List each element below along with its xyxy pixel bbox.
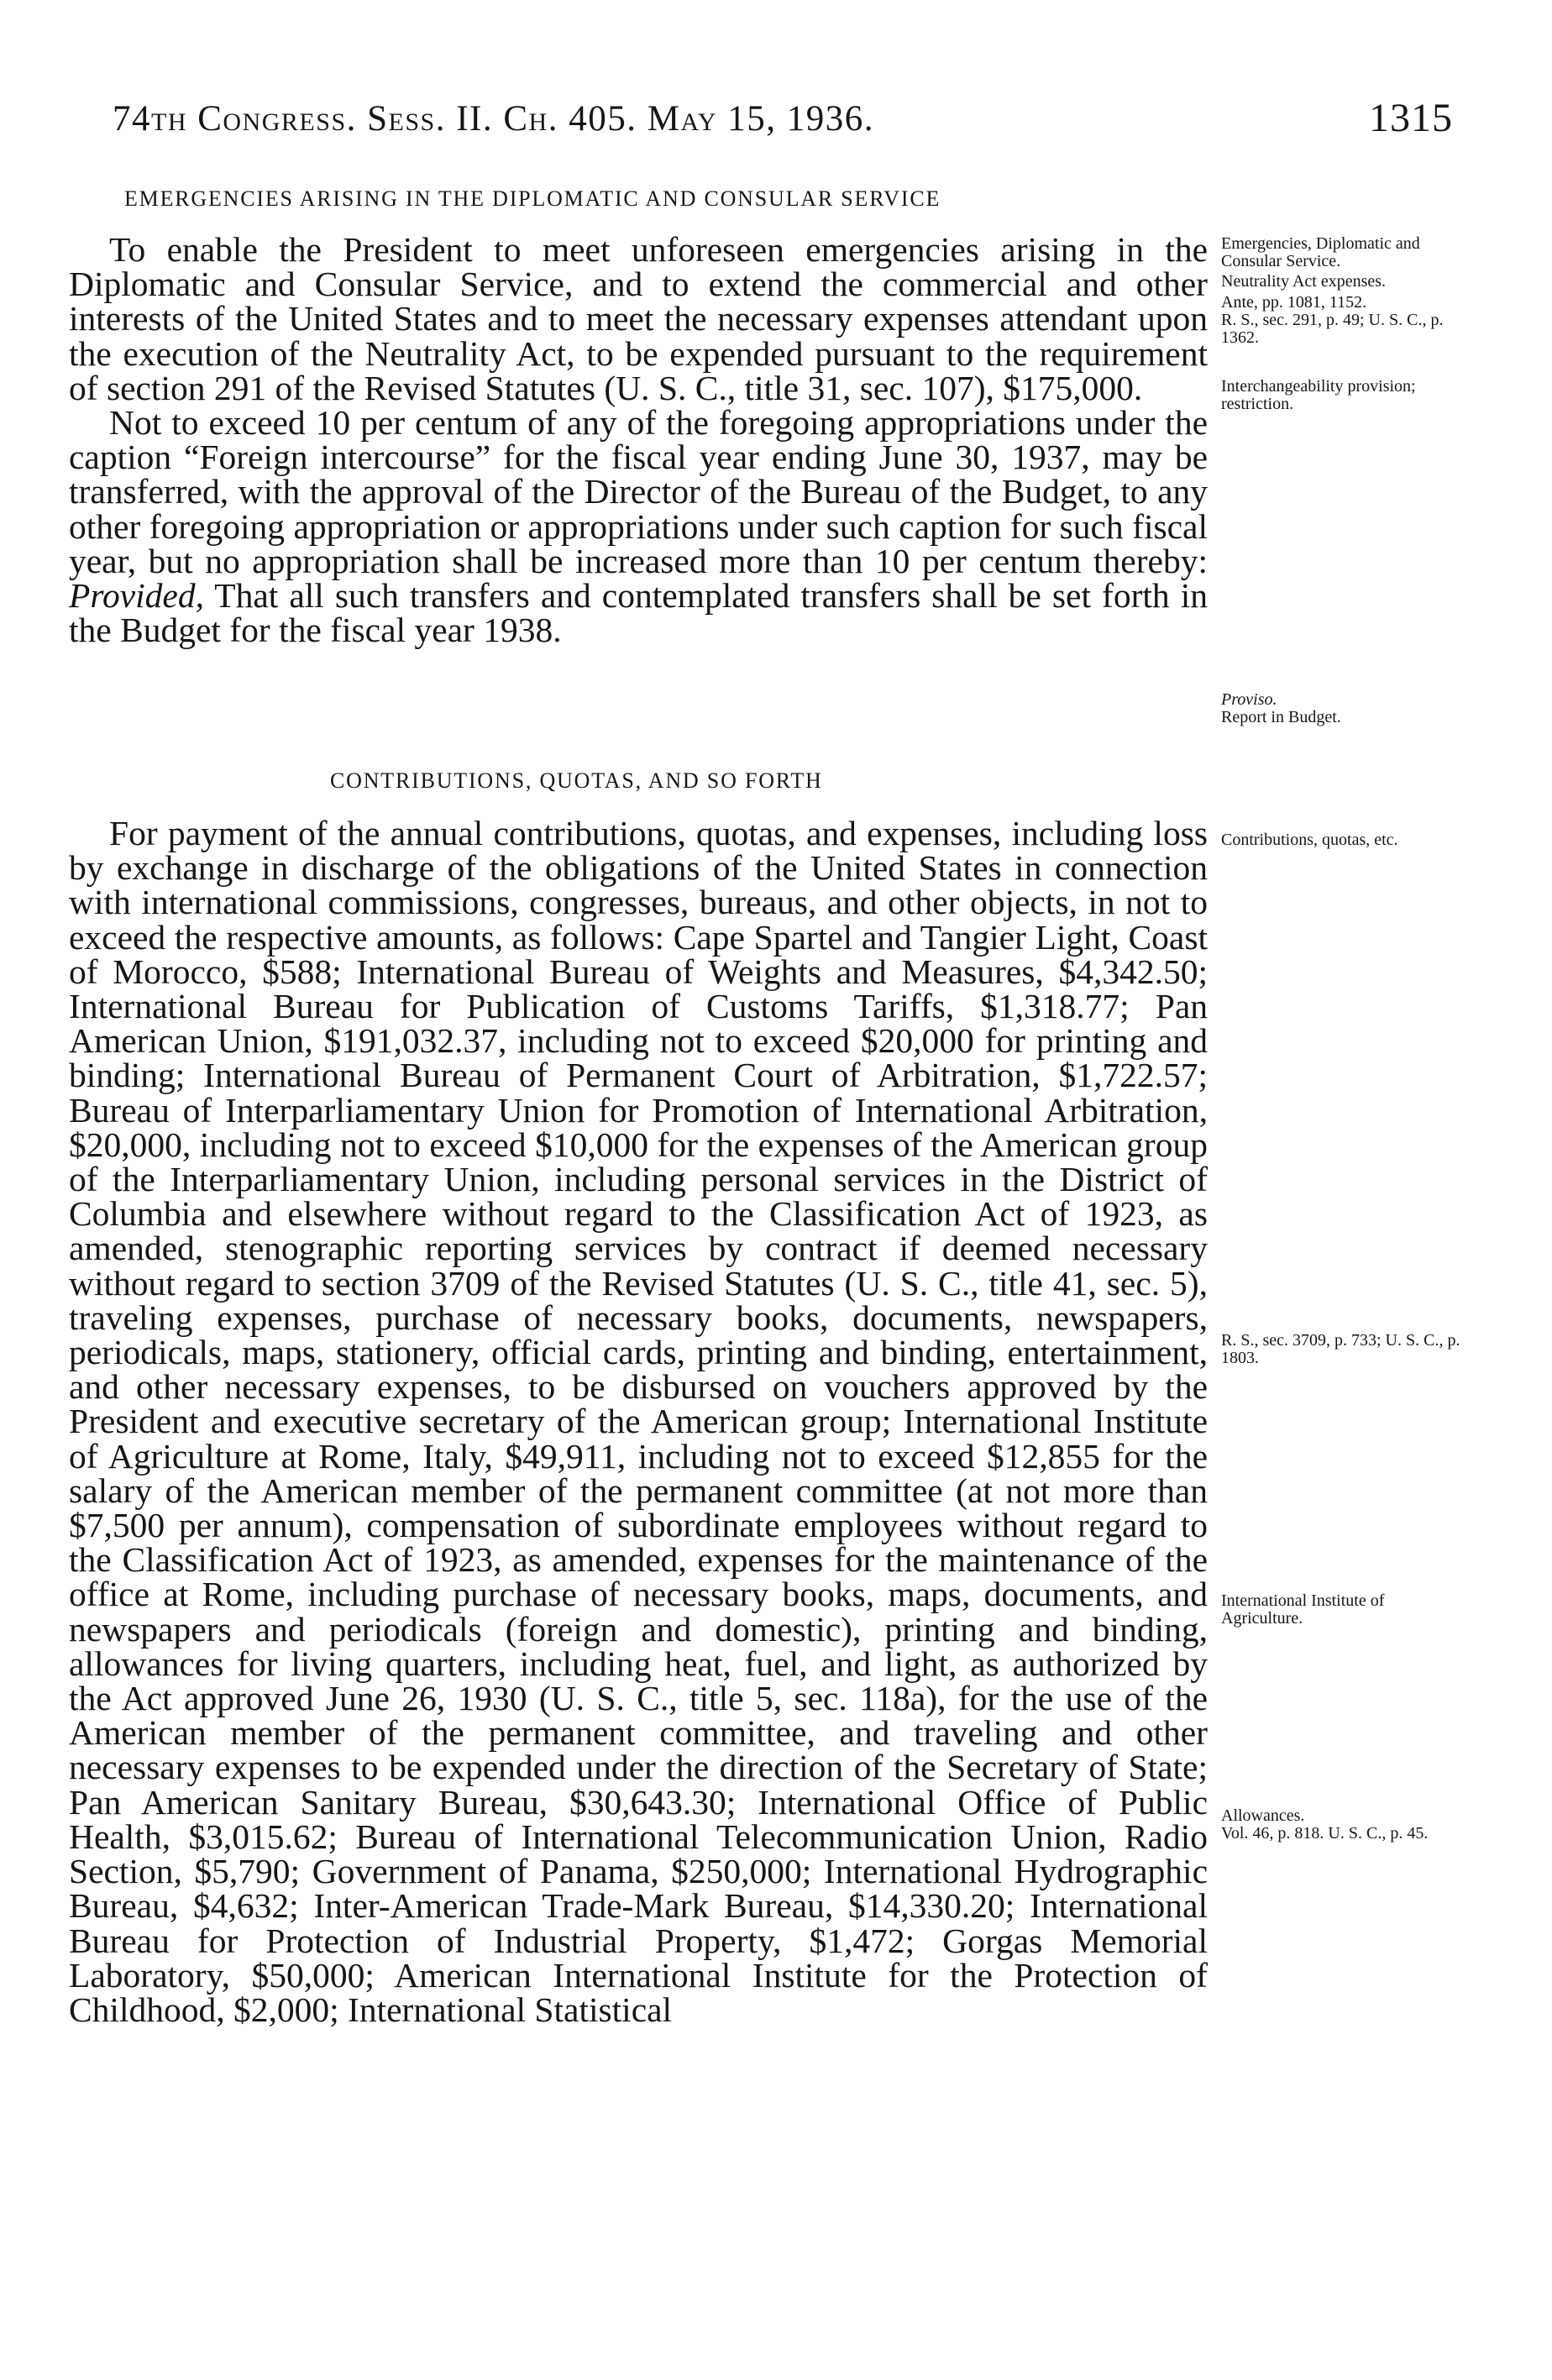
margin-note-proviso-label: Proviso. [1221,690,1277,709]
page-number: 1315 [1369,96,1453,140]
margin-note-interchangeability: Interchangeability provision; restriction. [1221,377,1416,413]
margin-note-institute-agriculture: International Institute of Agriculture. [1221,1591,1385,1628]
margin-note-volume-reference: Vol. 46, p. 818. U. S. C., p. 45. [1221,1824,1429,1843]
congress-number: 74 [113,99,151,139]
margin-note-rs-section-3709: R. S., sec. 3709, p. 733; U. S. C., p. 1803. [1221,1331,1460,1367]
margin-note-allowances [1221,1807,1466,1843]
margin-note-proviso [1221,691,1466,726]
margin-note-emergencies: Emergencies, Diplomatic and Consular Service. [1221,234,1420,270]
section-heading-contributions: CONTRIBUTIONS, QUOTAS, AND SO FORTH [330,768,823,793]
proviso-text: That all such transfers and contemplated transfers shall be set forth in the Budget for the fiscal year 1938. [69,576,1208,650]
running-head [113,98,874,139]
congress-ordinal: th [151,99,187,139]
margin-note-contributions: Contributions, quotas, etc. [1221,831,1398,849]
margin-note-neutrality: Neutrality Act expenses. [1221,272,1387,291]
paragraph-emergencies: To enable the President to meet unforeseen emergencies arising in the Diplomatic and Consular Service, and to extend the commercial and other interests of the United States and to meet the necessary expenses attendant upon the execution of the Neutrality Act, to be expended pursuant to the requirement of section 291 of the Revised Statutes (U. S. C., title 31, sec. 107), $175,000. [69,230,1208,407]
paragraph-contributions: For payment of the annual contributions, quotas, and expenses, including loss by exchange in discharge of the obligations of the United States in connection with international commissions, congresses, bureaus, and other objects, in not to exceed the respective amounts, as follows: Cape Spartel and Tangier Light, Coast of Morocco, $588; International Bureau of Weights and Measures, $4,342.50; International Bureau for Publication of Customs Tariffs, $1,318.77; Pan American Union, $191,032.37, including not to exceed $20,000 for printing and binding; International Bureau of Permanent Court of Arbitration, $1,722.57; Bureau of Interparliamentary Union for Promotion of International Arbitration, $20,000, including not to exceed $10,000 for the expenses of the American group of the Interparliamentary Union, including personal services in the District of Columbia and elsewhere without regard to the Classification Act of 1923, as amended, stenographic reporting services by contract if deemed necessary without regard to section 3709 of the Revised Statutes (U. S. C., title 41, sec. 5), traveling expenses, purchase of necessary books, documents, newspapers, periodicals, maps, stationery, official cards, printing and binding, entertainment, and other necessary expenses, to be disbursed on vouchers approved by the President and executive secretary of the American group; International Institute of Agriculture at Rome, Italy, $49,911, including not to exceed $12,855 for the salary of the American member of the permanent committee (at not more than $7,500 per annum), compensation of subordinate employees without regard to the Classification Act of 1923, as amended, expenses for the maintenance of the office at Rome, including purchase of necessary books, maps, documents, and newspapers and periodicals (foreign and domestic), printing and binding, allowances for living quarters, including heat, fuel, and light, as authorized by the Act approved June 26, 1930 (U. S. C., title 5, sec. 118a), for the use of the American member of the permanent committee, and traveling and other necessary expenses to be expended under the direction of the Secretary of State; Pan American Sanitary Bureau, $30,643.30; International Office of Public Health, $3,015.62; Bureau of International Telecommunication Union, Radio Section, $5,790; Government of Panama, $250,000; International Hydrographic Bureau, $4,632; Inter-American Trade-Mark Bureau, $14,330.20; International Bureau for Protection of Industrial Property, $1,472; Gorgas Memorial Laboratory, $50,000; American International Institute for the Protection of Childhood, $2,000; International Statistical [69,814,1208,2029]
section-emergencies [69,230,1208,650]
proviso-word: Provided, [69,576,204,616]
margin-note-allowances-label: Allowances. [1221,1806,1305,1825]
margin-note-report-budget: Report in Budget. [1221,708,1341,726]
session-chapter-date: Congress. Sess. II. Ch. 405. May 15, 1936. [187,99,875,139]
section-contributions [69,816,1208,2027]
margin-note-ante-reference: Ante, pp. 1081, 1152. [1221,293,1367,312]
paragraph-interchangeability [69,403,1208,650]
interchangeability-text: Not to exceed 10 per centum of any of the foregoing appropriations under the caption “Foreign intercourse” for the fiscal year ending June 30, 1937, may be transferred, with the approval of the Director of the Bureau of the Budget, to any other foregoing appropriation or appropriations under such caption for such fiscal year, but no appropriation shall be increased more than 10 per centum thereby: [69,403,1208,580]
margin-note-rs-reference: R. S., sec. 291, p. 49; U. S. C., p. 1362. [1221,311,1444,347]
section-heading-emergencies: EMERGENCIES ARISING IN THE DIPLOMATIC AND CONSULAR SERVICE [124,186,941,211]
